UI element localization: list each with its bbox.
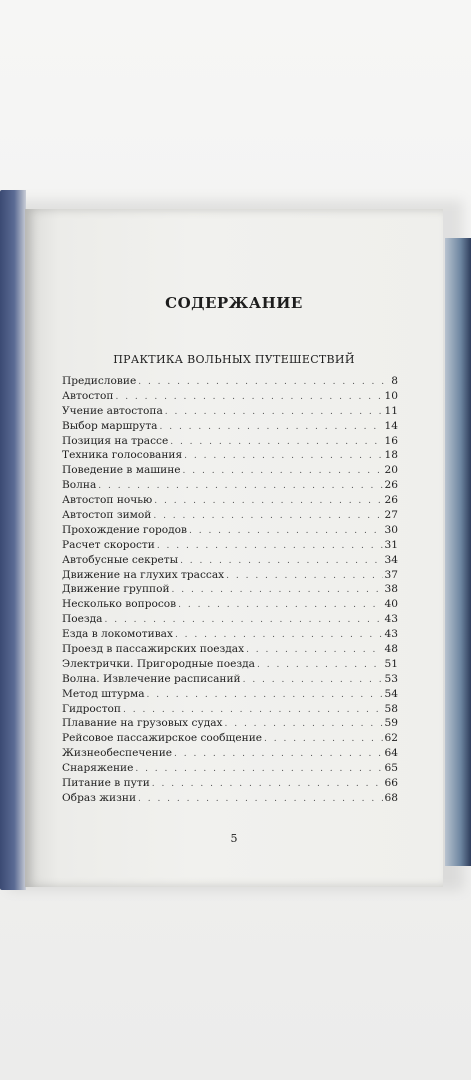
- toc-entry: [62, 390, 398, 405]
- toc-leader-dots: [175, 630, 383, 640]
- toc-entry-title: Рейсовое пассажирское сообщение: [62, 732, 263, 745]
- toc-leader-dots: [184, 451, 382, 461]
- toc-leader-dots: [123, 705, 383, 715]
- toc-entry-page: 48: [384, 643, 398, 656]
- toc-entry: [62, 569, 398, 584]
- toc-entry-page: 26: [384, 479, 398, 492]
- toc-entry: [62, 375, 398, 390]
- toc-entry-title: Прохождение городов: [62, 523, 187, 536]
- toc-entry-title: Жизнеобеспечение: [62, 747, 173, 760]
- toc-entry-title: Образ жизни: [62, 791, 137, 804]
- toc-entry: [62, 658, 398, 673]
- toc-leader-dots: [257, 660, 383, 670]
- toc-entry-page: 16: [384, 434, 398, 447]
- toc-entry: [62, 405, 398, 420]
- toc-leader-dots: [180, 556, 382, 566]
- toc-entry-page: 65: [384, 762, 398, 775]
- toc-entry-page: 30: [384, 523, 398, 536]
- toc-entry-title: Несколько вопросов: [62, 598, 177, 611]
- toc-entry: [62, 554, 398, 569]
- toc-entry-page: 34: [384, 553, 398, 566]
- book-cover-left-edge: [0, 190, 26, 890]
- toc-entry: [62, 524, 398, 539]
- toc-leader-dots: [153, 511, 382, 521]
- toc-leader-dots: [138, 377, 384, 387]
- toc-leader-dots: [183, 466, 383, 476]
- toc-entry-page: 40: [384, 598, 398, 611]
- toc-leader-dots: [178, 600, 382, 610]
- toc-entry: [62, 583, 398, 598]
- toc-leader-dots: [246, 645, 382, 655]
- toc-entry-title: Питание в пути: [62, 777, 150, 790]
- toc-entry-page: 66: [384, 777, 398, 790]
- toc-entry-page: 11: [384, 404, 398, 417]
- toc-leader-dots: [152, 779, 383, 789]
- toc-entry-page: 8: [391, 375, 398, 387]
- toc-entry: [62, 449, 398, 464]
- toc-leader-dots: [160, 422, 383, 432]
- toc-leader-dots: [172, 585, 383, 595]
- toc-entry: [62, 479, 398, 494]
- toc-entry: [62, 777, 398, 792]
- toc-leader-dots: [225, 719, 383, 729]
- toc-entry-title: Автобусные секреты: [62, 553, 179, 566]
- toc-leader-dots: [138, 794, 383, 804]
- toc-entry-page: 18: [384, 449, 398, 462]
- toc-entry-page: 58: [384, 702, 398, 715]
- toc-entry-title: Расчет скорости: [62, 538, 155, 551]
- toc-entry: [62, 435, 398, 450]
- toc-entry: [62, 509, 398, 524]
- toc-entry-page: 43: [384, 613, 398, 626]
- toc-leader-dots: [147, 690, 383, 700]
- toc-entry-page: 38: [384, 583, 398, 596]
- toc-entry-title: Техника голосования: [62, 449, 183, 462]
- section-title: ПРАКТИКА ВОЛЬНЫХ ПУТЕШЕСТВИЙ: [113, 353, 355, 366]
- toc-leader-dots: [135, 764, 382, 774]
- toc-entry-title: Выбор маршрута: [62, 419, 158, 432]
- toc-entry-page: 54: [384, 687, 398, 700]
- toc-entry: [62, 792, 398, 807]
- toc-entry: [62, 732, 398, 747]
- toc-entry-title: Езда в локомотивах: [62, 628, 173, 641]
- toc-leader-dots: [157, 541, 383, 551]
- page-title: СОДЕРЖАНИЕ: [165, 294, 303, 312]
- toc-entry-page: 43: [384, 628, 398, 641]
- toc-entry-title: Автостоп зимой: [62, 509, 152, 522]
- toc-entry: [62, 703, 398, 718]
- toc-entry: [62, 688, 398, 703]
- toc-leader-dots: [115, 392, 382, 402]
- toc-entry-title: Волна. Извлечение расписаний: [62, 672, 241, 685]
- toc-entry-title: Учение автостопа: [62, 404, 163, 417]
- toc-leader-dots: [189, 526, 383, 536]
- toc-entry-page: 53: [384, 672, 398, 685]
- toc-leader-dots: [226, 571, 382, 581]
- toc-entry: [62, 762, 398, 777]
- book-cover-right-edge: [445, 238, 471, 866]
- toc-entry-page: 27: [384, 509, 398, 522]
- toc-entry-page: 14: [384, 419, 398, 432]
- toc-entry-title: Предисловие: [62, 375, 137, 387]
- toc-entry: [62, 717, 398, 732]
- book-page: [25, 209, 443, 887]
- toc-entry-page: 64: [384, 747, 398, 760]
- toc-leader-dots: [105, 615, 383, 625]
- toc-entry: [62, 628, 398, 643]
- toc-entry-title: Гидростоп: [62, 702, 121, 715]
- toc-entry-page: 31: [384, 538, 398, 551]
- toc-entry: [62, 420, 398, 435]
- toc-entry-page: 26: [384, 494, 398, 507]
- page-number: 5: [230, 832, 238, 845]
- toc-leader-dots: [98, 481, 382, 491]
- toc-leader-dots: [154, 496, 382, 506]
- toc-entry-page: 37: [384, 568, 398, 581]
- toc-entry-title: Движение на глухих трассах: [62, 568, 225, 581]
- toc-entry-title: Автостоп ночью: [62, 494, 153, 507]
- toc-entry-title: Поезда: [62, 613, 103, 626]
- toc-entry-page: 62: [384, 732, 398, 745]
- toc-entry-title: Поведение в машине: [62, 464, 181, 477]
- toc-entry-page: 68: [384, 791, 398, 804]
- toc-leader-dots: [264, 734, 382, 744]
- toc-entry: [62, 613, 398, 628]
- toc-entry-title: Позиция на трассе: [62, 434, 169, 447]
- toc-leader-dots: [170, 437, 382, 447]
- toc-leader-dots: [165, 407, 383, 417]
- toc-entry-title: Снаряжение: [62, 762, 134, 775]
- toc-entry: [62, 673, 398, 688]
- toc-entry: [62, 598, 398, 613]
- table-of-contents: [62, 375, 398, 807]
- toc-entry: [62, 494, 398, 509]
- toc-entry-page: 10: [384, 389, 398, 402]
- toc-entry-page: 59: [384, 717, 398, 730]
- toc-leader-dots: [243, 675, 383, 685]
- toc-entry-title: Электрички. Пригородные поезда: [62, 657, 255, 670]
- toc-entry-title: Автостоп: [62, 389, 114, 402]
- toc-entry-title: Метод штурма: [62, 687, 145, 700]
- toc-leader-dots: [174, 749, 382, 759]
- toc-entry: [62, 539, 398, 554]
- toc-entry-title: Проезд в пассажирских поездах: [62, 643, 245, 656]
- toc-entry: [62, 643, 398, 658]
- toc-entry-page: 20: [384, 464, 398, 477]
- toc-entry-title: Движение группой: [62, 583, 170, 596]
- toc-entry: [62, 464, 398, 479]
- toc-entry-title: Волна: [62, 479, 97, 492]
- toc-entry-title: Плавание на грузовых судах: [62, 717, 223, 730]
- toc-entry: [62, 747, 398, 762]
- toc-entry-page: 51: [384, 657, 398, 670]
